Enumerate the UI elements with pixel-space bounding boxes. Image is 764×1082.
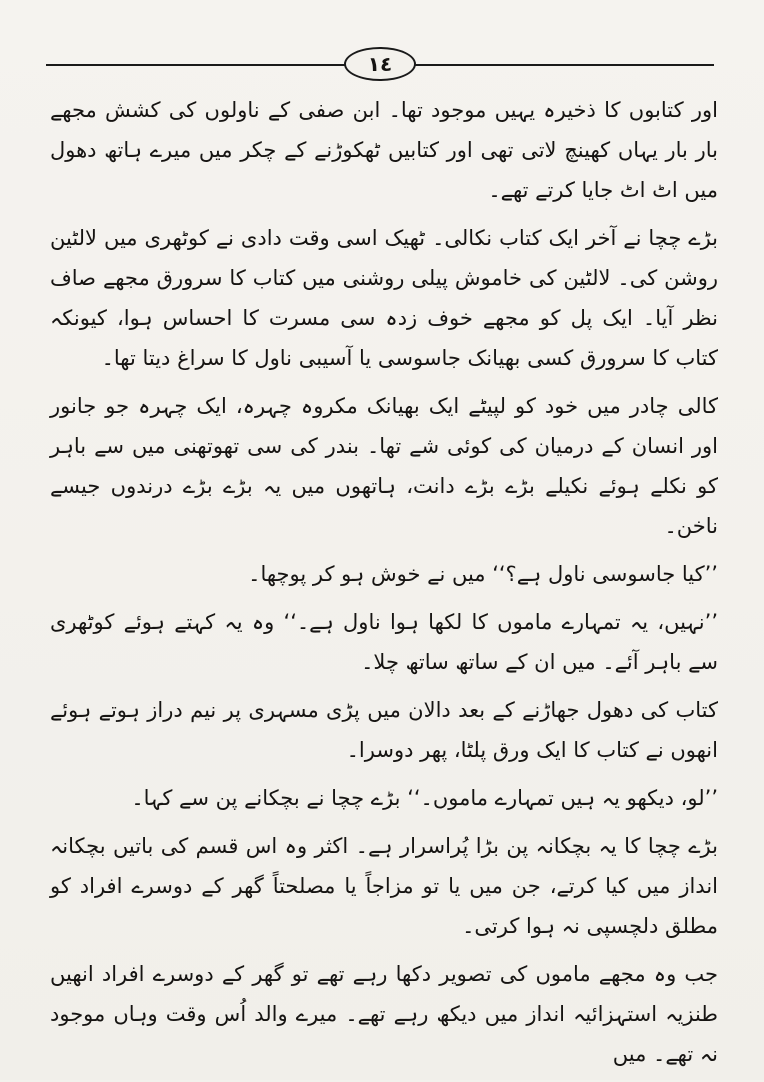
paragraph-2: بڑے چچا نے آخر ایک کتاب نکالی۔ ٹھیک اسی وقت دادی نے کوٹھری میں لالٹین روشن کی۔ لالٹین کی خاموش پیلی روشنی میں کتاب کا سرورق مجھے صاف نظر آیا۔ ایک پل کو مجھے خوف زدہ سی مسرت کا احساس ہوا، کیونکہ کتاب کا سرورق کسی بھیانک جاسوسی یا آسیبی ناول کا سراغ دیتا تھا۔ [50, 226, 718, 370]
paragraph-8: بڑے چچا کا یہ بچکانہ پن بڑا پُراسرار ہے۔ اکثر وہ اس قسم کی باتیں بچکانہ انداز میں کیا کرتے، جن میں یا تو مزاجاً یا مصلحتاً گھر کے دوسرے افراد کو مطلق دلچسپی نہ ہوا کرتی۔ [50, 834, 718, 938]
paragraph-3: کالی چادر میں خود کو لپیٹے ایک بھیانک مکروہ چہرہ، ایک چہرہ جو جانور اور انسان کے درمیان کی کوئی شے تھا۔ بندر کی سی تھوتھنی میں سے باہر کو نکلے ہوئے نکیلے بڑے بڑے دانت، ہاتھوں میں یہ بڑے بڑے درندوں جیسے ناخن۔ [50, 394, 718, 538]
paragraph-5: ’’نہیں، یہ تمہارے ماموں کا لکھا ہوا ناول ہے۔‘‘ وہ یہ کہتے ہوئے کوٹھری سے باہر آئے۔ میں ان کے ساتھ ساتھ چلا۔ [50, 610, 718, 674]
paragraph-7: ’’لو، دیکھو یہ ہیں تمہارے ماموں۔‘‘ بڑے چچا نے بچکانے پن سے کہا۔ [131, 786, 718, 810]
paragraph-1: اور کتابوں کا ذخیرہ یہیں موجود تھا۔ ابن صفی کے ناولوں کی کشش مجھے بار بار یہاں کھینچ لاتی تھی اور کتابیں ٹھکوڑنے کے چکر میں میرے ہاتھ دھول میں اٹ اٹ جایا کرتے تھے۔ [50, 98, 718, 202]
page-body [50, 90, 718, 1082]
paragraph-6: کتاب کی دھول جھاڑنے کے بعد دالان میں پڑی مسہری پر نیم دراز ہوتے ہوئے انھوں نے کتاب کا ایک ورق پلٹا، پھر دوسرا۔ [50, 698, 718, 762]
page-header [46, 47, 714, 79]
paragraph-4: ’’کیا جاسوسی ناول ہے؟‘‘ میں نے خوش ہو کر پوچھا۔ [248, 562, 718, 586]
paragraph-9: جب وہ مجھے ماموں کی تصویر دکھا رہے تھے تو گھر کے دوسرے افراد انھیں طنزیہ استہزائیہ انداز میں دیکھ رہے تھے۔ میرے والد اُس وقت وہاں موجود نہ تھے۔ میں [50, 962, 718, 1066]
page-number: ١٤ [344, 47, 416, 81]
